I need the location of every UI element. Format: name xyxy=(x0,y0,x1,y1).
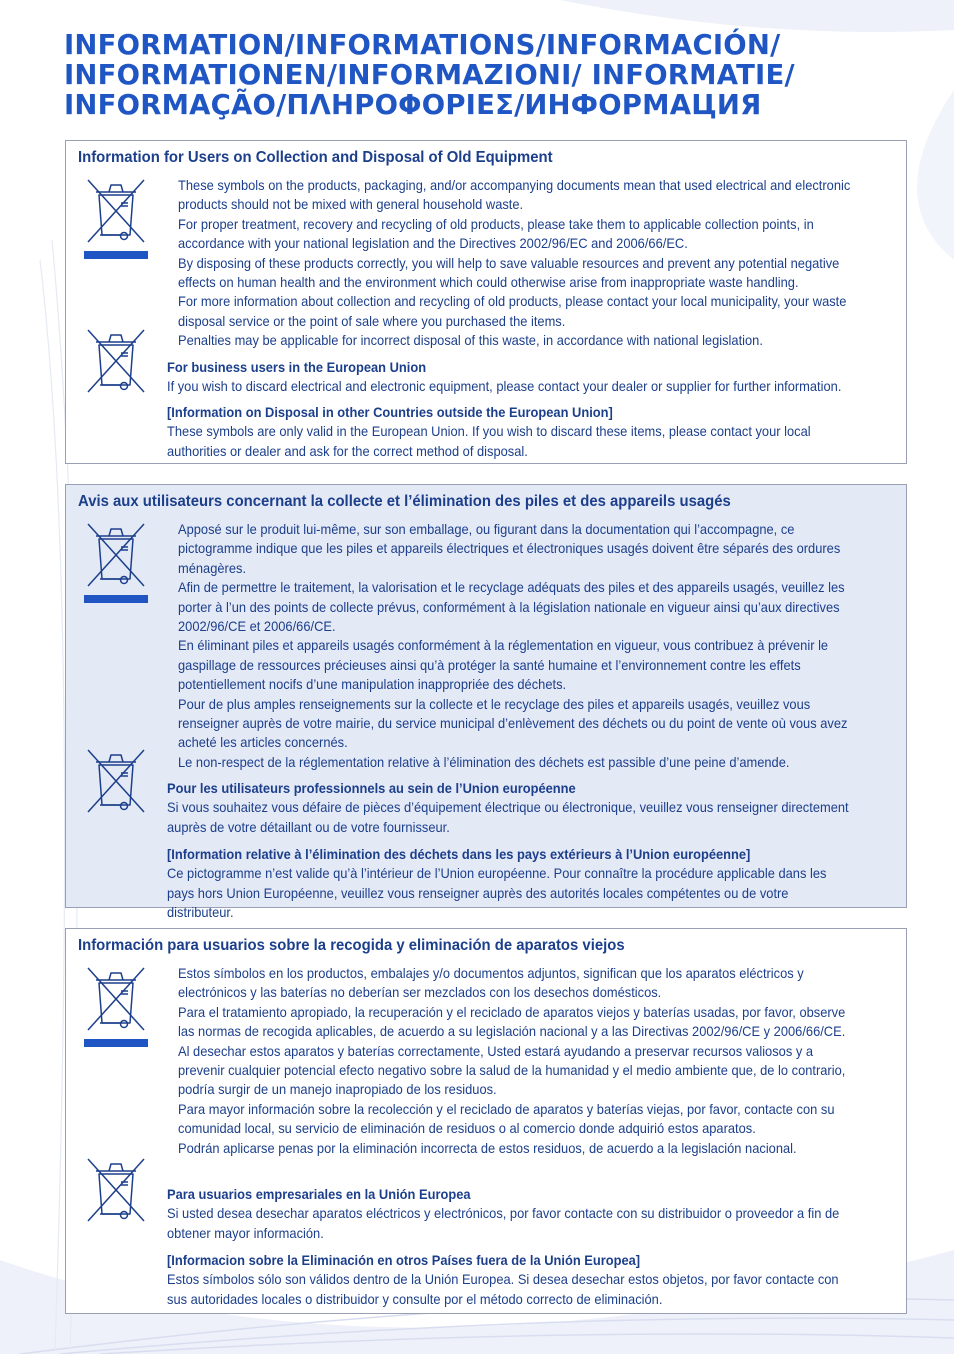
business-users-block xyxy=(167,1185,853,1243)
outside-eu-text: Ce pictogramme n’est valide qu’à l’intérieur de l’Union européenne. Pour connaître la procédure applicable dans les pays hors Union Européenne, veuillez vous renseigner auprès des autorités locales compétentes ou de votre distributeur. xyxy=(167,865,827,921)
info-paragraph: Apposé sur le produit lui-même, sur son emballage, ou figurant dans la documentation qui l’accompagne, ce pictogramme indique que les piles et appareils électriques et électroniques usagés doivent être séparés des ordures ménagères. xyxy=(178,521,841,576)
info-paragraph: By disposing of these products correctly, you will help to save valuable resources and prevent any potential negative effects on human health and the environment which could otherwise arise from inappropriate waste handling. xyxy=(178,254,840,291)
business-users-block xyxy=(167,358,853,397)
crossed-out-wheelie-bin-with-bar-icon xyxy=(84,965,148,1049)
business-users-block xyxy=(167,779,853,837)
outside-eu-block xyxy=(167,403,853,461)
info-paragraph: Penalties may be applicable for incorrect disposal of this waste, in accordance with national legislation. xyxy=(178,332,763,349)
outside-eu-block xyxy=(167,845,853,923)
section-french xyxy=(65,484,907,921)
info-paragraph: Al desechar estos aparatos y baterías correctamente, Usted estará ayudando a preservar recursos valiosos y a prevenir cualquier potencial efecto negativo sobre la salud de la humanidad y el medio ambiente que, de lo contrario, podría surgir de un manejo inapropiado de los residuos. xyxy=(178,1042,846,1098)
info-paragraph: En éliminant piles et appareils usagés conformément à la réglementation en vigueur, vous contribuez à prévenir le gaspillage de ressources précieuses ainsi qu’à protéger la santé humaine et l’environnement contre les effets potentiellement nocifs d’une manipulation inappropriée des déchets. xyxy=(178,637,829,693)
info-paragraph: For proper treatment, recovery and recycling of old products, please take them to applicable collection points, in accordance with your national legislation and the Directives 2002/96/EC and 2006/66/EC. xyxy=(178,215,814,252)
info-paragraphs xyxy=(178,964,854,1158)
business-users-heading: Para usuarios empresariales en la Unión Europea xyxy=(167,1186,471,1202)
info-paragraph: These symbols on the products, packaging, and/or accompanying documents mean that used electrical and electronic products should not be mixed with general household waste. xyxy=(178,177,851,213)
waste-symbol-bar xyxy=(84,251,148,259)
outside-eu-text: These symbols are only valid in the European Union. If you wish to discard these items, please contact your local authorities or dealer and ask for the correct method of disposal. xyxy=(167,423,811,459)
section-heading: Información para usuarios sobre la recogida y eliminación de aparatos viejos xyxy=(78,937,625,954)
info-paragraphs xyxy=(178,176,854,351)
crossed-out-wheelie-bin-icon xyxy=(84,747,148,815)
info-paragraph: Estos símbolos en los productos, embalajes y/o documentos adjuntos, significan que los aparatos eléctricos y electrónicos y las baterías no deberían ser mezclados con los desechos domésticos. xyxy=(178,965,804,1001)
section-spanish xyxy=(65,928,907,1314)
business-users-heading: Pour les utilisateurs professionnels au sein de l’Union européenne xyxy=(167,780,576,796)
section-heading: Information for Users on Collection and Disposal of Old Equipment xyxy=(78,149,553,166)
page-title xyxy=(64,30,795,120)
outside-eu-heading: [Information on Disposal in other Countries outside the European Union] xyxy=(167,404,613,420)
title-line: INFORMAÇÃO/ΠΛΗΡΟΦΟΡΙΕΣ/ИНФОРМАЦИЯ xyxy=(64,89,762,121)
crossed-out-wheelie-bin-with-bar-icon xyxy=(84,177,148,261)
business-users-text: Si vous souhaitez vous défaire de pièces d’équipement électrique ou électronique, veuillez vous renseigner directement auprès de votre détaillant ou de votre fournisseur. xyxy=(167,799,849,835)
info-paragraph: Le non-respect de la réglementation relative à l’élimination des déchets est passible d’une peine d’amende. xyxy=(178,753,790,770)
outside-eu-text: Estos símbolos sólo son válidos dentro de la Unión Europea. Si desea desechar estos objetos, por favor contacte con sus autoridades locales o distribuidor y consulte por el método correcto de eliminación. xyxy=(167,1271,839,1307)
section-heading: Avis aux utilisateurs concernant la collecte et l’élimination des piles et des appareils usagés xyxy=(78,493,731,510)
outside-eu-block xyxy=(167,1251,853,1309)
title-line: INFORMATIONEN/INFORMAZIONI/ INFORMATIE/ xyxy=(64,59,795,91)
business-users-text: If you wish to discard electrical and electronic equipment, please contact your dealer or supplier for further information. xyxy=(167,378,842,395)
info-paragraph: For more information about collection and recycling of old products, please contact your local municipality, your waste disposal service or the point of sale where you purchased the items. xyxy=(178,293,847,329)
waste-symbol-bar xyxy=(84,1039,148,1047)
business-users-heading: For business users in the European Union xyxy=(167,359,427,375)
info-paragraph: Para mayor información sobre la recolección y el reciclado de aparatos y baterías viejas, por favor, contacte con su comunidad local, su servicio de eliminación de residuos o al comercio donde adquirió estos aparatos. xyxy=(178,1100,835,1137)
crossed-out-wheelie-bin-icon xyxy=(84,1156,148,1224)
section-english xyxy=(65,140,907,464)
info-paragraph: Podrán aplicarse penas por la eliminación incorrecta de estos residuos, de acuerdo a la legislación nacional. xyxy=(178,1139,797,1156)
info-paragraphs xyxy=(178,520,854,772)
business-users-text: Si usted desea desechar aparatos eléctricos y electrónicos, por favor contacte con su distribuidor o proveedor a fin de obtener mayor información. xyxy=(167,1205,840,1241)
outside-eu-heading: [Information relative à l’élimination des déchets dans les pays extérieurs à l’Union européenne] xyxy=(167,846,751,862)
crossed-out-wheelie-bin-with-bar-icon xyxy=(84,521,148,605)
info-paragraph: Pour de plus amples renseignements sur la collecte et le recyclage des piles et appareils usagés, veuillez vous renseigner auprès de votre mairie, du service municipal d’enlèvement des déchets ou du point de vente où vous avez acheté les articles concernés. xyxy=(178,695,848,751)
waste-symbol-bar xyxy=(84,595,148,603)
info-paragraph: Afin de permettre le traitement, la valorisation et le recyclage adéquats des piles et des appareils usagés, veuillez les porter à l’un des points de collecte prévus, conformément à la législation nationale en vigueur ainsi qu’aux directives 2002/96/CE et 2006/66/CE. xyxy=(178,579,845,635)
outside-eu-heading: [Informacion sobre la Eliminación en otros Países fuera de la Unión Europea] xyxy=(167,1252,641,1268)
title-line: INFORMATION/INFORMATIONS/INFORMACIÓN/ xyxy=(64,29,781,61)
crossed-out-wheelie-bin-icon xyxy=(84,327,148,395)
info-paragraph: Para el tratamiento apropiado, la recuperación y el reciclado de aparatos viejos y baterías usadas, por favor, observe las normas de recogida aplicables, de acuerdo a su legislación nacional y a las Directivas 2002/96/CE y 2006/66/CE. xyxy=(178,1003,846,1040)
